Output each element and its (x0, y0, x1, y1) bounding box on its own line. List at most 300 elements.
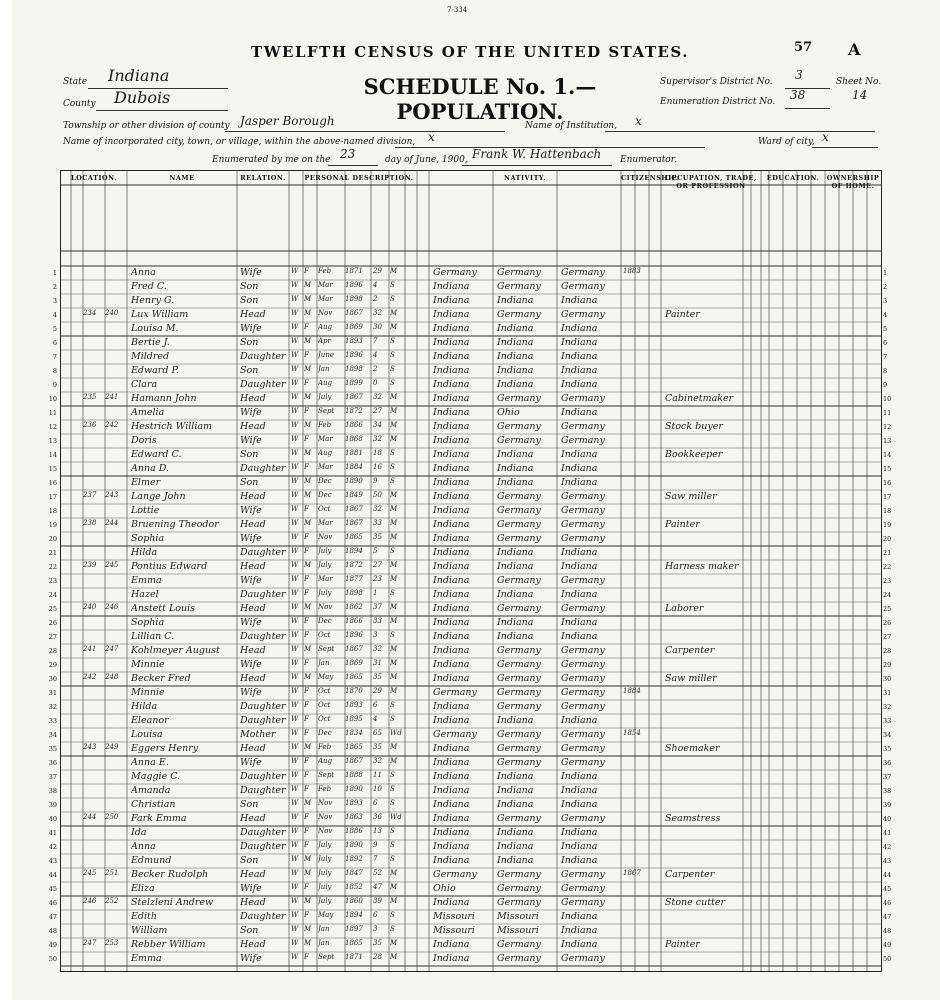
row-number: 39 (48, 801, 57, 809)
birthplace-father: Indiana (497, 715, 534, 726)
birthplace-father: Germany (497, 519, 541, 530)
relation: Wife (240, 407, 262, 418)
enumerator-label: Enumerator. (620, 155, 677, 165)
birthplace-father: Germany (497, 701, 541, 712)
birthplace-mother: Germany (561, 869, 605, 880)
birthplace-mother: Indiana (561, 365, 598, 376)
marital-status: M (390, 533, 398, 541)
birth-year: 1849 (345, 491, 363, 499)
sex: F (304, 323, 309, 331)
age: 35 (373, 939, 382, 947)
marital-status: S (390, 855, 395, 863)
sex: F (304, 351, 309, 359)
birthplace-person: Indiana (433, 281, 470, 292)
marital-status: M (390, 673, 398, 681)
birthplace-father: Germany (497, 743, 541, 754)
relation: Head (240, 939, 266, 950)
person-name: Kohlmeyer August (131, 645, 220, 656)
birth-year: 1888 (345, 771, 363, 779)
marital-status: S (390, 771, 395, 779)
col-relation: RELATION. (240, 174, 286, 182)
birthplace-mother: Indiana (561, 449, 598, 460)
birth-year: 1860 (345, 897, 363, 905)
birth-month: Nov (318, 309, 333, 317)
birth-month: May (318, 673, 334, 681)
age: 29 (373, 267, 382, 275)
marital-status: M (390, 505, 398, 513)
birth-year: 1869 (345, 659, 363, 667)
color: W (291, 589, 299, 597)
sex: F (304, 589, 309, 597)
birth-month: Dec (318, 729, 332, 737)
birthplace-person: Indiana (433, 757, 470, 768)
birthplace-father: Germany (497, 757, 541, 768)
birthplace-father: Indiana (497, 449, 534, 460)
birthplace-mother: Germany (561, 575, 605, 586)
birthplace-father: Germany (497, 687, 541, 698)
age: 6 (373, 701, 378, 709)
birth-year: 1893 (345, 337, 363, 345)
supervisor-label: Supervisor's District No. (660, 77, 773, 87)
birthplace-person: Indiana (433, 337, 470, 348)
color: W (291, 337, 299, 345)
person-name: Hamann John (131, 393, 197, 404)
marital-status: S (390, 925, 395, 933)
birth-year: 1892 (345, 855, 363, 863)
birthplace-father: Germany (497, 729, 541, 740)
dwelling-number: 236 (83, 421, 97, 429)
row-number: 5 (883, 325, 888, 333)
row-number: 31 (48, 689, 57, 697)
relation: Head (240, 491, 266, 502)
color: W (291, 491, 299, 499)
color: W (291, 701, 299, 709)
occupation: Carpenter (665, 869, 715, 880)
row-number: 15 (883, 465, 892, 473)
birth-year: 1896 (345, 351, 363, 359)
birth-month: Dec (318, 477, 332, 485)
birthplace-mother: Germany (561, 883, 605, 894)
row-number: 14 (883, 451, 892, 459)
sex: F (304, 533, 309, 541)
row-number: 1 (883, 269, 888, 277)
ward-label: Ward of city, (758, 137, 815, 147)
age: 35 (373, 673, 382, 681)
relation: Son (240, 281, 259, 292)
birthplace-father: Germany (497, 393, 541, 404)
birthplace-mother: Germany (561, 687, 605, 698)
family-number: 241 (105, 393, 119, 401)
marital-status: Wd (390, 813, 402, 821)
age: 47 (373, 883, 382, 891)
row-number: 22 (883, 563, 892, 571)
birthplace-mother: Indiana (561, 295, 598, 306)
birth-year: 1869 (345, 323, 363, 331)
family-number: 253 (105, 939, 119, 947)
sex: F (304, 547, 309, 555)
birthplace-mother: Indiana (561, 463, 598, 474)
color: W (291, 351, 299, 359)
sex: F (304, 771, 309, 779)
age: 2 (373, 295, 378, 303)
relation: Head (240, 603, 266, 614)
row-number: 44 (48, 871, 57, 879)
relation: Daughter (240, 841, 286, 852)
birthplace-person: Indiana (433, 365, 470, 376)
age: 52 (373, 869, 382, 877)
enumeration-value: 38 (790, 88, 806, 102)
relation: Daughter (240, 715, 286, 726)
person-name: Pontius Edward (131, 561, 208, 572)
relation: Daughter (240, 771, 286, 782)
row-number: 33 (48, 717, 57, 725)
birth-year: 1867 (345, 645, 363, 653)
age: 32 (373, 505, 382, 513)
row-number: 2 (883, 283, 888, 291)
color: W (291, 281, 299, 289)
relation: Head (240, 421, 266, 432)
birthplace-father: Germany (497, 575, 541, 586)
color: W (291, 519, 299, 527)
row-number: 26 (883, 619, 892, 627)
birthplace-person: Indiana (433, 897, 470, 908)
color: W (291, 323, 299, 331)
sex: M (304, 421, 312, 429)
dwelling-number: 246 (83, 897, 97, 905)
marital-status: S (390, 701, 395, 709)
birth-year: 1890 (345, 841, 363, 849)
family-number: 246 (105, 603, 119, 611)
age: 29 (373, 687, 382, 695)
birthplace-mother: Indiana (561, 841, 598, 852)
row-number: 41 (48, 829, 57, 837)
marital-status: S (390, 799, 395, 807)
row-number: 48 (883, 927, 892, 935)
age: 33 (373, 617, 382, 625)
birthplace-person: Indiana (433, 673, 470, 684)
person-name: Anstett Louis (131, 603, 196, 614)
relation: Head (240, 743, 266, 754)
sex: F (304, 729, 309, 737)
birthplace-mother: Germany (561, 491, 605, 502)
family-number: 242 (105, 421, 119, 429)
person-name: Minnie (131, 687, 165, 698)
relation: Head (240, 813, 266, 824)
color: W (291, 645, 299, 653)
birthplace-father: Germany (497, 659, 541, 670)
person-name: Louisa (131, 729, 163, 740)
relation: Wife (240, 883, 262, 894)
occupation: Carpenter (665, 645, 715, 656)
dwelling-number: 247 (83, 939, 97, 947)
age: 4 (373, 281, 378, 289)
dwelling-number: 241 (83, 645, 97, 653)
relation: Head (240, 869, 266, 880)
color: W (291, 561, 299, 569)
relation: Son (240, 449, 259, 460)
row-number: 24 (48, 591, 57, 599)
person-name: Clara (131, 379, 158, 390)
birthplace-person: Indiana (433, 561, 470, 572)
birthplace-person: Ohio (433, 883, 456, 894)
birth-year: 1847 (345, 869, 363, 877)
person-name: Minnie (131, 659, 165, 670)
row-number: 10 (48, 395, 57, 403)
township-label: Township or other division of county (63, 121, 230, 131)
row-number: 35 (48, 745, 57, 753)
birthplace-father: Indiana (497, 589, 534, 600)
marital-status: S (390, 463, 395, 471)
marital-status: M (390, 687, 398, 695)
row-number: 38 (48, 787, 57, 795)
relation: Son (240, 295, 259, 306)
color: W (291, 771, 299, 779)
birthplace-person: Indiana (433, 827, 470, 838)
color: W (291, 855, 299, 863)
birthplace-person: Indiana (433, 393, 470, 404)
row-number: 4 (52, 311, 57, 319)
birth-month: Jan (318, 925, 330, 933)
col-nativity: NATIVITY. (504, 174, 546, 182)
row-number: 2 (52, 283, 57, 291)
color: W (291, 897, 299, 905)
birthplace-person: Indiana (433, 407, 470, 418)
color: W (291, 743, 299, 751)
person-name: Lillian C. (131, 631, 175, 642)
age: 36 (373, 813, 382, 821)
family-number: 243 (105, 491, 119, 499)
schedule-title: SCHEDULE No. 1.—POPULATION. (363, 74, 597, 124)
dwelling-number: 242 (83, 673, 97, 681)
marital-status: M (390, 939, 398, 947)
person-name: Becker Rudolph (131, 869, 209, 880)
birthplace-father: Indiana (497, 561, 534, 572)
row-number: 45 (48, 885, 57, 893)
birth-year: 1865 (345, 533, 363, 541)
birthplace-father: Indiana (497, 463, 534, 474)
relation: Head (240, 897, 266, 908)
row-number: 43 (883, 857, 892, 865)
person-name: Bruening Theodor (131, 519, 219, 530)
birthplace-father: Indiana (497, 617, 534, 628)
birthplace-father: Indiana (497, 785, 534, 796)
birth-year: 1852 (345, 883, 363, 891)
birthplace-person: Indiana (433, 813, 470, 824)
marital-status: M (390, 309, 398, 317)
person-name: Stelzleni Andrew (131, 897, 214, 908)
relation: Son (240, 337, 259, 348)
county-value: Dubois (114, 88, 171, 107)
age: 4 (373, 351, 378, 359)
enumeration-underline (785, 108, 830, 109)
sex: F (304, 785, 309, 793)
birth-month: Feb (318, 267, 332, 275)
sex: F (304, 631, 309, 639)
row-number: 49 (883, 941, 892, 949)
birthplace-mother: Germany (561, 729, 605, 740)
birthplace-person: Indiana (433, 701, 470, 712)
row-number: 14 (48, 451, 57, 459)
birth-month: Mar (318, 575, 333, 583)
birthplace-person: Indiana (433, 351, 470, 362)
sex: M (304, 743, 312, 751)
immigration-year: 1884 (623, 687, 641, 695)
row-number: 4 (883, 311, 888, 319)
birth-year: 1834 (345, 729, 363, 737)
birthplace-mother: Germany (561, 435, 605, 446)
dwelling-number: 235 (83, 393, 97, 401)
city-label: Name of incorporated city, town, or village, within the above-named division, (63, 137, 416, 147)
marital-status: S (390, 295, 395, 303)
birthplace-person: Indiana (433, 505, 470, 516)
birthplace-father: Germany (497, 281, 541, 292)
row-number: 28 (48, 647, 57, 655)
person-name: Eliza (131, 883, 155, 894)
person-name: Edward C. (131, 449, 182, 460)
birthplace-person: Indiana (433, 855, 470, 866)
relation: Wife (240, 267, 262, 278)
row-number: 42 (48, 843, 57, 851)
relation: Head (240, 309, 266, 320)
relation: Daughter (240, 379, 286, 390)
person-name: Anna (131, 841, 156, 852)
row-number: 29 (883, 661, 892, 669)
relation: Wife (240, 617, 262, 628)
occupation: Laborer (665, 603, 704, 614)
birth-month: Sept (318, 645, 335, 653)
birthplace-father: Germany (497, 267, 541, 278)
marital-status: S (390, 281, 395, 289)
birth-month: Mar (318, 295, 333, 303)
age: 37 (373, 603, 382, 611)
row-number: 45 (883, 885, 892, 893)
row-number: 9 (52, 381, 57, 389)
birth-month: Aug (318, 323, 333, 331)
birthplace-mother: Indiana (561, 631, 598, 642)
enumerator-name: Frank W. Hattenbach (472, 147, 602, 161)
row-number: 25 (48, 605, 57, 613)
birthplace-mother: Indiana (561, 911, 598, 922)
birth-month: July (318, 547, 332, 555)
enumeration-label: Enumeration District No. (660, 97, 776, 107)
row-number: 37 (48, 773, 57, 781)
row-number: 27 (48, 633, 57, 641)
sex: M (304, 561, 312, 569)
row-number: 37 (883, 773, 892, 781)
birth-month: July (318, 883, 332, 891)
birthplace-person: Missouri (433, 925, 475, 936)
relation: Head (240, 645, 266, 656)
col-location: LOCATION. (71, 174, 117, 182)
birth-month: June (318, 351, 334, 359)
birthplace-mother: Germany (561, 659, 605, 670)
dwelling-number: 243 (83, 743, 97, 751)
birth-month: Jan (318, 365, 330, 373)
marital-status: M (390, 393, 398, 401)
birthplace-person: Indiana (433, 841, 470, 852)
immigration-year: 1883 (623, 267, 641, 275)
row-number: 29 (48, 661, 57, 669)
birthplace-father: Ohio (497, 407, 520, 418)
birth-month: Oct (318, 505, 331, 513)
sex: M (304, 645, 312, 653)
row-number: 9 (883, 381, 888, 389)
row-number: 33 (883, 717, 892, 725)
row-number: 28 (883, 647, 892, 655)
birth-year: 1867 (345, 505, 363, 513)
color: W (291, 267, 299, 275)
color: W (291, 883, 299, 891)
color: W (291, 925, 299, 933)
birthplace-person: Indiana (433, 449, 470, 460)
birthplace-mother: Indiana (561, 477, 598, 488)
age: 33 (373, 519, 382, 527)
birthplace-father: Indiana (497, 365, 534, 376)
birthplace-mother: Germany (561, 603, 605, 614)
birth-month: Aug (318, 379, 333, 387)
birthplace-mother: Indiana (561, 589, 598, 600)
age: 31 (373, 659, 382, 667)
birth-year: 1899 (345, 379, 363, 387)
sex: F (304, 841, 309, 849)
age: 9 (373, 477, 378, 485)
row-number: 34 (48, 731, 57, 739)
row-number: 19 (883, 521, 892, 529)
row-number: 41 (883, 829, 892, 837)
sex: F (304, 757, 309, 765)
relation: Daughter (240, 351, 286, 362)
row-number: 40 (883, 815, 892, 823)
marital-status: S (390, 841, 395, 849)
row-number: 8 (52, 367, 57, 375)
dwelling-number: 244 (83, 813, 97, 821)
sex: M (304, 365, 312, 373)
birthplace-person: Indiana (433, 379, 470, 390)
person-name: Ida (131, 827, 147, 838)
row-number: 17 (883, 493, 892, 501)
person-name: Lottie (131, 505, 160, 516)
birth-month: Oct (318, 701, 331, 709)
birthplace-mother: Germany (561, 393, 605, 404)
marital-status: M (390, 869, 398, 877)
row-number: 30 (883, 675, 892, 683)
birthplace-person: Indiana (433, 631, 470, 642)
color: W (291, 813, 299, 821)
family-number: 240 (105, 309, 119, 317)
enumerated-middle: day of June, 1900, (385, 155, 468, 165)
sheet-letter: A (848, 40, 861, 59)
county-underline (96, 110, 228, 111)
birth-month: July (318, 393, 332, 401)
birthplace-person: Indiana (433, 953, 470, 964)
row-number: 23 (48, 577, 57, 585)
birth-year: 1893 (345, 799, 363, 807)
color: W (291, 617, 299, 625)
person-name: Bertie J. (131, 337, 170, 348)
row-number: 5 (52, 325, 57, 333)
sex: M (304, 855, 312, 863)
birth-year: 1867 (345, 393, 363, 401)
person-name: William (131, 925, 168, 936)
marital-status: S (390, 631, 395, 639)
person-name: Fred C. (131, 281, 167, 292)
row-number: 17 (48, 493, 57, 501)
birthplace-father: Germany (497, 645, 541, 656)
relation: Daughter (240, 911, 286, 922)
row-number: 25 (883, 605, 892, 613)
row-number: 30 (48, 675, 57, 683)
birthplace-mother: Indiana (561, 939, 598, 950)
